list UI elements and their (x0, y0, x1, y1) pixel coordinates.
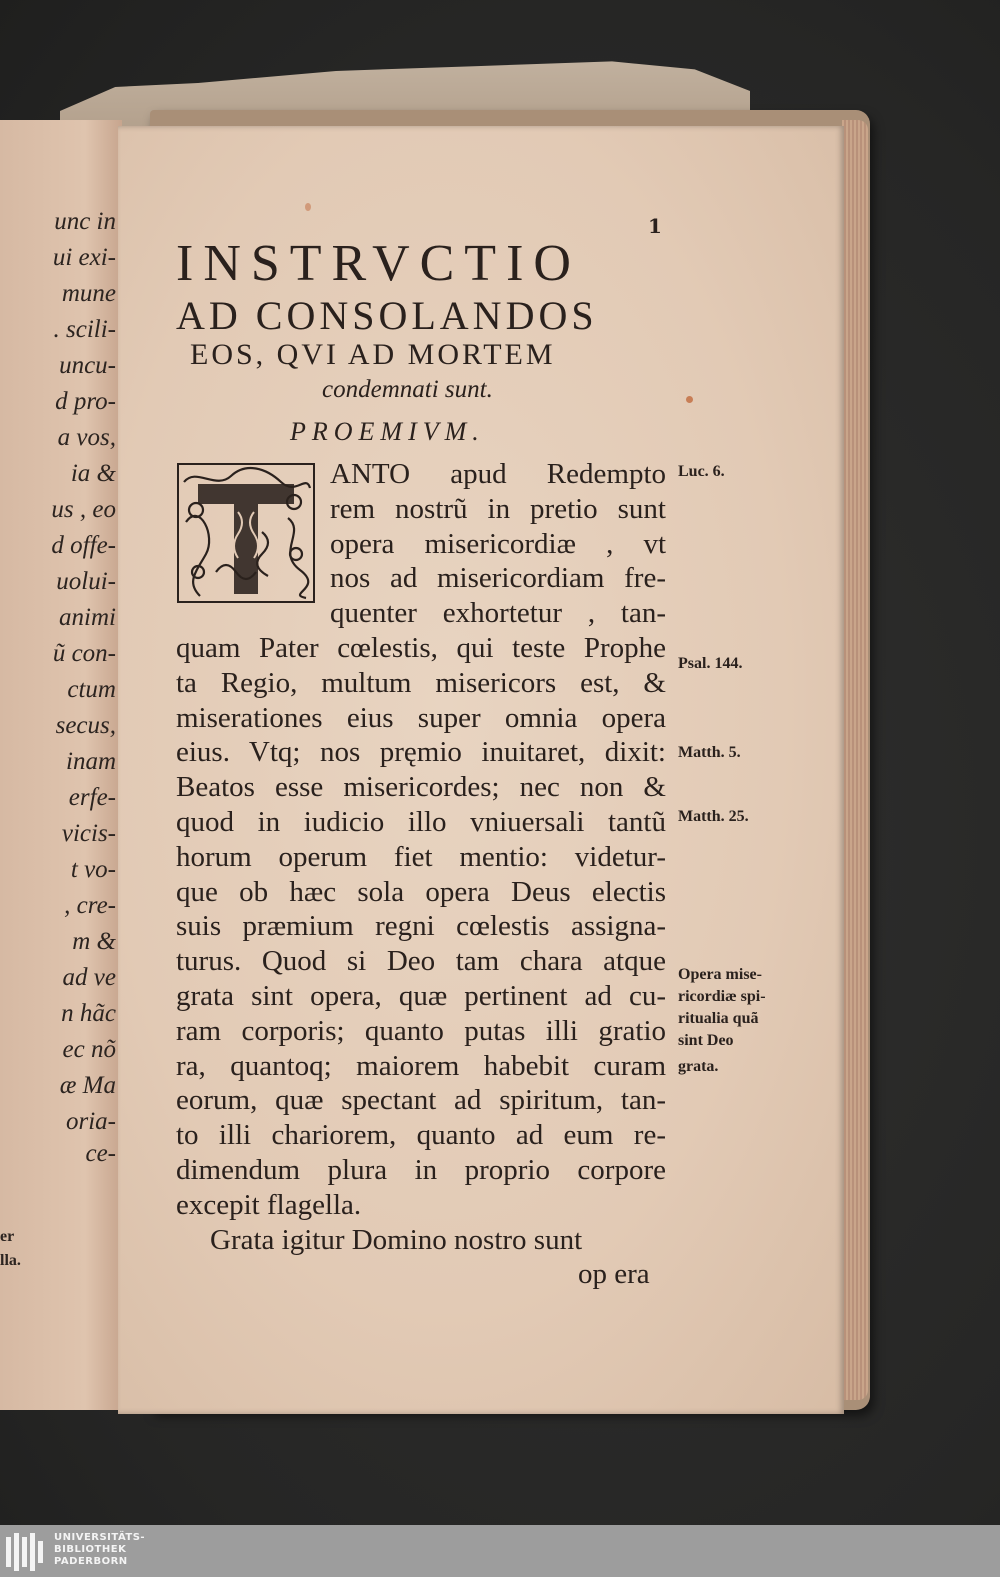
left-page-fragment: animi (59, 604, 116, 631)
left-page-fragment: inam (66, 748, 116, 775)
body-text-line: suis præmium regni cœlestis assigna- (176, 910, 666, 943)
body-text-line: op era (578, 1258, 650, 1291)
left-page (0, 120, 122, 1410)
section-heading: PROEMIVM. (290, 417, 485, 446)
body-text-line: ram corporis; quanto putas illi gratio (176, 1014, 666, 1047)
margin-note: grata. (678, 1058, 719, 1075)
body-text-line: opera misericordiæ , vt (330, 527, 666, 560)
margin-note: Psal. 144. (678, 655, 743, 672)
body-text-line: dimendum plura in proprio corpore (176, 1154, 666, 1186)
left-page-fragment: , cre- (64, 892, 116, 919)
footer-bar (0, 1525, 1000, 1577)
left-page-fragment: ec nõ (62, 1036, 116, 1063)
logo-line-3: PADERBORN (54, 1556, 128, 1567)
body-text-line: ta Regio, multum misericors est, & (176, 666, 666, 699)
margin-note: ritualia quã (678, 1010, 759, 1027)
left-page-fragment: n hãc (61, 1000, 116, 1027)
body-text-line: quam Pater cœlestis, qui teste Prophe (176, 632, 666, 664)
margin-note: Matth. 5. (678, 744, 741, 761)
left-page-fragment: secus, (55, 712, 116, 739)
margin-note: sint Deo (678, 1032, 734, 1049)
left-page-fragment: mune (61, 280, 116, 307)
left-page-fragment: . scili- (53, 316, 116, 343)
body-text-line: eorum, quæ spectant ad spiritum, tan- (176, 1084, 666, 1117)
margin-note: Matth. 25. (678, 808, 749, 825)
page-edges (842, 120, 868, 1400)
body-text-line: Beatos esse misericordes; nec non & (176, 771, 666, 804)
title-line-2: AD CONSOLANDOS (176, 293, 598, 338)
body-text-line: que ob hæc sola opera Deus electis (176, 875, 666, 908)
library-logo-text (54, 1532, 145, 1568)
library-logo-icon (6, 1533, 50, 1571)
left-page-fragment: æ Ma (59, 1072, 116, 1099)
body-text-line: nos ad misericordiam fre- (330, 562, 666, 595)
left-page-fragment: oria- (66, 1108, 116, 1135)
margin-note: Luc. 6. (678, 463, 725, 480)
body-text-line: eius. Vtq; nos pręmio inuitaret, dixit: (176, 736, 666, 769)
body-text-line: grata sint opera, quæ pertinent ad cu- (176, 980, 666, 1012)
left-page-fragment: a vos, (57, 424, 116, 451)
body-text-line: to illi chariorem, quanto ad eum re- (176, 1119, 666, 1152)
left-page-fragment: unc in (54, 208, 116, 235)
left-page-fragment: d offe- (51, 532, 116, 559)
left-page-fragment: ctum (67, 676, 116, 703)
ink-stain (686, 396, 693, 403)
title-line-1: INSTRVCTIO (176, 235, 581, 292)
ink-stain (305, 203, 311, 211)
left-page-fragment: ce- (85, 1140, 116, 1167)
margin-note: ricordiæ spi- (678, 988, 766, 1005)
left-page-fragment: t vo- (70, 856, 116, 883)
body-text-line: excepit flagella. (176, 1188, 362, 1221)
left-page-fragment: uolui- (56, 568, 116, 595)
folio-number: 1 (648, 214, 662, 238)
body-text-line: ANTO apud Redempto (330, 458, 666, 490)
title-line-4: condemnati sunt. (322, 376, 493, 403)
left-page-fragment: ui exi- (52, 244, 116, 271)
left-page-fragment: er (0, 1228, 15, 1245)
body-text-line: turus. Quod si Deo tam chara atque (176, 945, 666, 978)
left-page-fragment: m & (72, 928, 116, 955)
body-text-line: ra, quantoq; maiorem habebit curam (176, 1049, 666, 1082)
logo-line-1: UNIVERSITÄTS- (54, 1532, 146, 1543)
title-line-3: EOS, QVI AD MORTEM (190, 338, 556, 371)
left-page-fragment: ad ve (62, 964, 116, 991)
body-text-line: miserationes eius super omnia opera (176, 701, 666, 734)
body-text-line: horum operum fiet mentio: videtur- (176, 840, 666, 873)
decorated-initial-t-icon (176, 462, 316, 604)
left-page-fragment: us , eo (51, 496, 116, 523)
body-text-line: rem nostrũ in pretio sunt (330, 492, 666, 525)
body-text-line: Grata igitur Domino nostro sunt (210, 1223, 583, 1256)
left-page-fragment: ia & (70, 460, 116, 487)
body-text-line: quenter exhortetur , tan- (330, 597, 666, 630)
left-page-fragment: vicis- (61, 820, 116, 847)
left-page-fragment: ũ con- (52, 640, 116, 667)
left-page-fragment: lla. (0, 1252, 21, 1269)
left-page-fragment: d pro- (55, 388, 116, 415)
left-page-fragment: erfe- (68, 784, 116, 811)
logo-line-2: BIBLIOTHEK (54, 1544, 127, 1555)
body-text-line: quod in iudicio illo vniuersali tantũ (176, 806, 666, 838)
margin-note: Opera mise- (678, 966, 762, 983)
left-page-fragment: uncu- (59, 352, 116, 379)
